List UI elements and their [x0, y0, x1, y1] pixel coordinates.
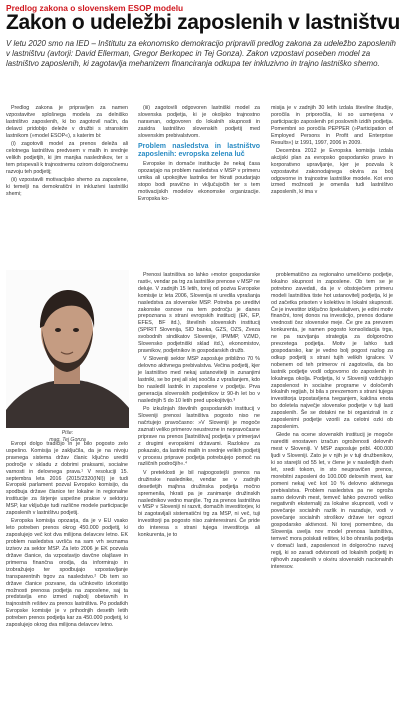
- column-3-lower: [271, 272, 393, 572]
- column-2-upper: [138, 105, 260, 204]
- column-1-upper: [6, 105, 128, 199]
- article-title: Zakon o udeležbi zaposlenih v lastništvu: [6, 11, 401, 34]
- article-lead: V letu 2020 smo na IED – Inštitutu za ekonomsko demokracijo pripravili predlog zakona za udeležbo zaposlenih v lastništvu (avtorji: David Ellerman, Gregor Berkopec in Tej Gonza). Zakon vzpostavi poseben model za lastništvo zaposlenih, ki zagotavlja mehanizem financiranja odkupa ter inkluzivno in trajno lastniško shemo.: [6, 39, 396, 68]
- column-1-lower: [6, 441, 128, 630]
- paragraph: Evropi dolgo tradicijo in je bilo pogosto zelo uspešno. Komisija je zaključila, da je na nivoju pravnega sistema držav članic ključno urediti področje v skladu z dobrimi praksami, socialne varnosti in delovnega prava.¹ V resoluciji 15. septembra leta 2016 (2015/2320(INI)) je tudi Evropski parlament pozval Evropsko komisijo, da spodbuja države članice ter lokalne in regionalne institucije za širjenje uspešne prakse v sektorju MSP, kar vključuje tudi različne modele participacije zaposlenih v lastništvu podjetij.: [6, 441, 128, 517]
- paragraph: misija je v zadnjih 30 letih izdala številne študije, poročila in priporočila, ki so usmerjena v participacijo zaposlenih pri poslovnih izidih podjetja. Pomembni so poročila PEPPER (»Participation of Employed Persons in Profit and Enterprise Results«) iz 1991, 1997, 2006 in 2009.: [271, 105, 393, 146]
- column-3-upper: [271, 105, 393, 198]
- paragraph: problematično za regionalno umeščeno podjetje, lokalno skupnost in zaposlene. Ob tem se je potrebno zavedati, da je v obstoječem primeru modeli lastništva tiste hot ustanovitelj podjetja, ki je od začetka prisoten v kolektivu in lokalni skupnosti. Če je investitor izključno špekulativen, je edini motiv finančni, torej donos na investicijo, prenos dodane vrednosti čez slovenske meje. Če gre za prevzem konkurenta, je namen pogosto konsolidacija trga, ne pa razvijanja strategija za dolgoročno prevzetega podjetja. Motiv je lahko tudi gospodarsko, kar je vedno bolj pogost razlog za odkup podjetij s strani tujih velikih igralcev. V nobenem od teh primerov ni zagotovila, da bo lastnik podjetje vodil odgovorno do zaposlenih in lokalnega okolja. Podjetja, ki v Sloveniji vzdržujejo zaposlenost in socialne programe v določenih lokalnih regijah, bi bila s prevzemom s strani tujega investitorja izpostavljena tveganjem, kakšna enota bo doletela največje slovenske podjetje v tuji lasti zaposlenih. Še se dotakni ne bi organizirali in z zaposlenimi podjetje vzorili za celotni ozki ob zaposlenim.: [271, 272, 393, 430]
- paragraph: Prenosi lastništva so lahko »motor gospodarske rasti«, vendar pa trg za lastniške prenose v MSP ne deluje. V zadnjih 15 letih, torej od poziva Evropske komisije iz leta 2006, Slovenija ni uredila vprašanja nasledstva za slovenske MSP. Potreba po ureditvi zakonske osnove na tem področju je danes prepoznana s strani evropskih institucij (EK, EP, EFES, BF itd.), številnih slovenskih institucij (SPIRIT Slovenija, SID banka, GZS, OZS, Zveza svobodnih sindikatov Slovenije, IPMMP, VZMD, Slovensko podjetniški sklad itd.), ekonomistov, pravnikov, podjetnikov in gospodarskih družb.: [138, 272, 260, 354]
- paragraph: V preteklosti je bil najpogostejši prenos na družinske naslednike, vendar se v zadnjih desetletjih majhna družinska podjetja močno spremenila, hkrati pa je zanimanje družinskih naslednikov vedno manjše. Trg za prenos lastništva v MSP v Sloveniji ni razvit, domačih investitorjev, ki bi zagotavljali sistematični trg za MSP, ni več, tuji investitorji pa pogosto niso zainteresirani. Če pride do interesa s strani tujega investitorja ali konkurenta, je to: [138, 469, 260, 539]
- paragraph: Po izkušnjah številnih gospodarskih institucij v Sloveniji prenosi lastništva pogosto niso ne načrtujejo pravočasno: »V Sloveniji je mogoče zaznati veliko primerov neustrezne in nepravočasne priprave na prenos [lastništva] podjetja v primerjavi z drugimi evropskimi državami. Razlokov za pokazalo, da lastniki malih in srednje velikih podjetij v procesu priprave podjetja potrebujejo pomoč na različnih področjih«.⁴: [138, 406, 260, 468]
- column-2-lower: [138, 272, 260, 540]
- paragraph: Predlog zakona je pripravljen za namen vzpostavitve splošnega modela za delniško lastništvo zaposlenih, ki bo zagotovil način, da delavci pridobijo deleže v družbi s stranskim lastnikom (»model ESOP«), s katerim bi:: [6, 105, 128, 139]
- paragraph: Decembra 2012 je Evropska komisija izdala akcijski plan za evropsko gospodarsko pravo in korporativno upravljanje, kjer je pozvala k vzpostavitvi zakonodajnega okvira za bolj odgovorne in trajnostne lastniške modele. Kot eno izmed možnosti je omenila tudi lastništvo zaposlenih, ki ima v: [271, 147, 393, 196]
- paragraph: Glede na ocene slovenskih institucij je mogoče narediti enostaven izračun ogroženosti delovnih mest v Sloveniji. V MSP zaposluje pribl. 400.000 ljudi v Sloveniji. Zato je v njih je v tuji družbenikov, ki so starejši od 55 let, v člene je v nasledljih dveh let, sredi tokom, in sto neupravičen prenos, morebitni zaposleni do 100.000 delovnih mest, kar pomeni nekaj več kot 10 % delovno aktivnega prebivalstva. Problem nasledstva pa ne ogroža samo delovnih mest, temveč lahko povzroči veliko negativnih eksternalij za lokalne skupnosti, vodi v povečanje socialnih razlik in nazaduje, vodi v povečanje socialnih stroškov države ter ogrozi gospodarsko aktivnost. Ni torej pomembno, da Slovenija uvelja nov model prenosa lastništva, temveč mora poiskati rešitev, ki bo ohranila podjetja v domači lasti, zaposlenost in dolgoročno razvoj regij, ki so zaradi odvisnosti od lokalnih podjetij in njihovih zaposlenih v okviru slovenskih nacionalnih interesov.: [271, 432, 393, 570]
- section-subheading: Problem nasledstva in lastništvo zaposlenih: evropska zelena luč: [138, 142, 260, 158]
- paragraph: Evropske in domače institucije že nekaj časa opozarjajo na problem nasledstva v MSP v primeru umika ali upokojitve lastnika ter hkrati poudarjajo stopo bodi pravično in vključujočih ter s tem motivacijskih modelov ekonomske organizacije. Evropska ko-: [138, 161, 260, 202]
- author-portrait-photo: [6, 270, 129, 428]
- paragraph: Evropska komisija opozarja, da je v EU vsako leto potreben prenos okrog 450.000 podjetij, ki zaposlujejo več kot dva milijona delavcev letno. EK problem nasledstva uvršča na sam vrh seznama izzivov za sektor MSP. Za leto 2006 je EK pozvala države članice, da vzpostavijo davčne olajšave in primerna finančna orodja, da informirajo in izobražujejo ter spodbujajo vzpostavljanje transparentnih trgov za nasledstvo.² Ob tem so države članice pozvane, da učinkovito izkoristijo možnosti prenosa podjetja na zaposlene, saj ta predstavlja eno izmed najbolj obetavnih in trajnostnih rešitev za prenos lastništva. Po podatkih Evropske komisije je v prihodnjih desetih letih potreben prenos podjetja kar za 450.000 podjetij, ki zaposlujejo okrog dva milijona delavcev letno.: [6, 518, 128, 629]
- paragraph: (iii) zagotovili odgovoren lastniški model za slovenska podjetja, ki je okoljsko trajnostno naravnan, odgovoren do lokalnih skupnosti in zasidra lastništvo slovenskih podjetij med slovenskim prebivalstvom.: [138, 105, 260, 139]
- author-portrait-illustration: [6, 270, 129, 428]
- photo-caption: Piše: mag. Tej Gonza: [49, 430, 86, 443]
- paragraph: V Sloveniji sektor MSP zaposluje približno 70 % delovno aktivnega prebivalstva. Večina podjetij, kjer je lastništvo med nekaj ustanovitelji in zunanjimi lastniki, se bo prej ali slej soočila z vprašanjem, kdo bo nasledil lastnik in zaposlene v podjetju. Prva generacija slovenskih podjetnikov iz 90-ih let bo v naslednjih 5 do 10 letih pred upokojitvijo.³: [138, 356, 260, 404]
- paragraph: (ii) vzpostavili motivacijsko shemo za zaposlene, ki temelji na demokratični in inkluzivni lastniški shemi;: [6, 177, 128, 197]
- article-kicker: Predlog zakona o slovenskem ESOP modelu: [6, 3, 184, 13]
- paragraph: (i) zagotovili model za prenos deleža ali celotnega lastništva predvsem v malih in srednje velikih podjetjih, ki jim manjka naslednikov, ter s tem prispevali k trajnostnemu ozirom dolgoročnemu razvoju teh podjetij;: [6, 141, 128, 175]
